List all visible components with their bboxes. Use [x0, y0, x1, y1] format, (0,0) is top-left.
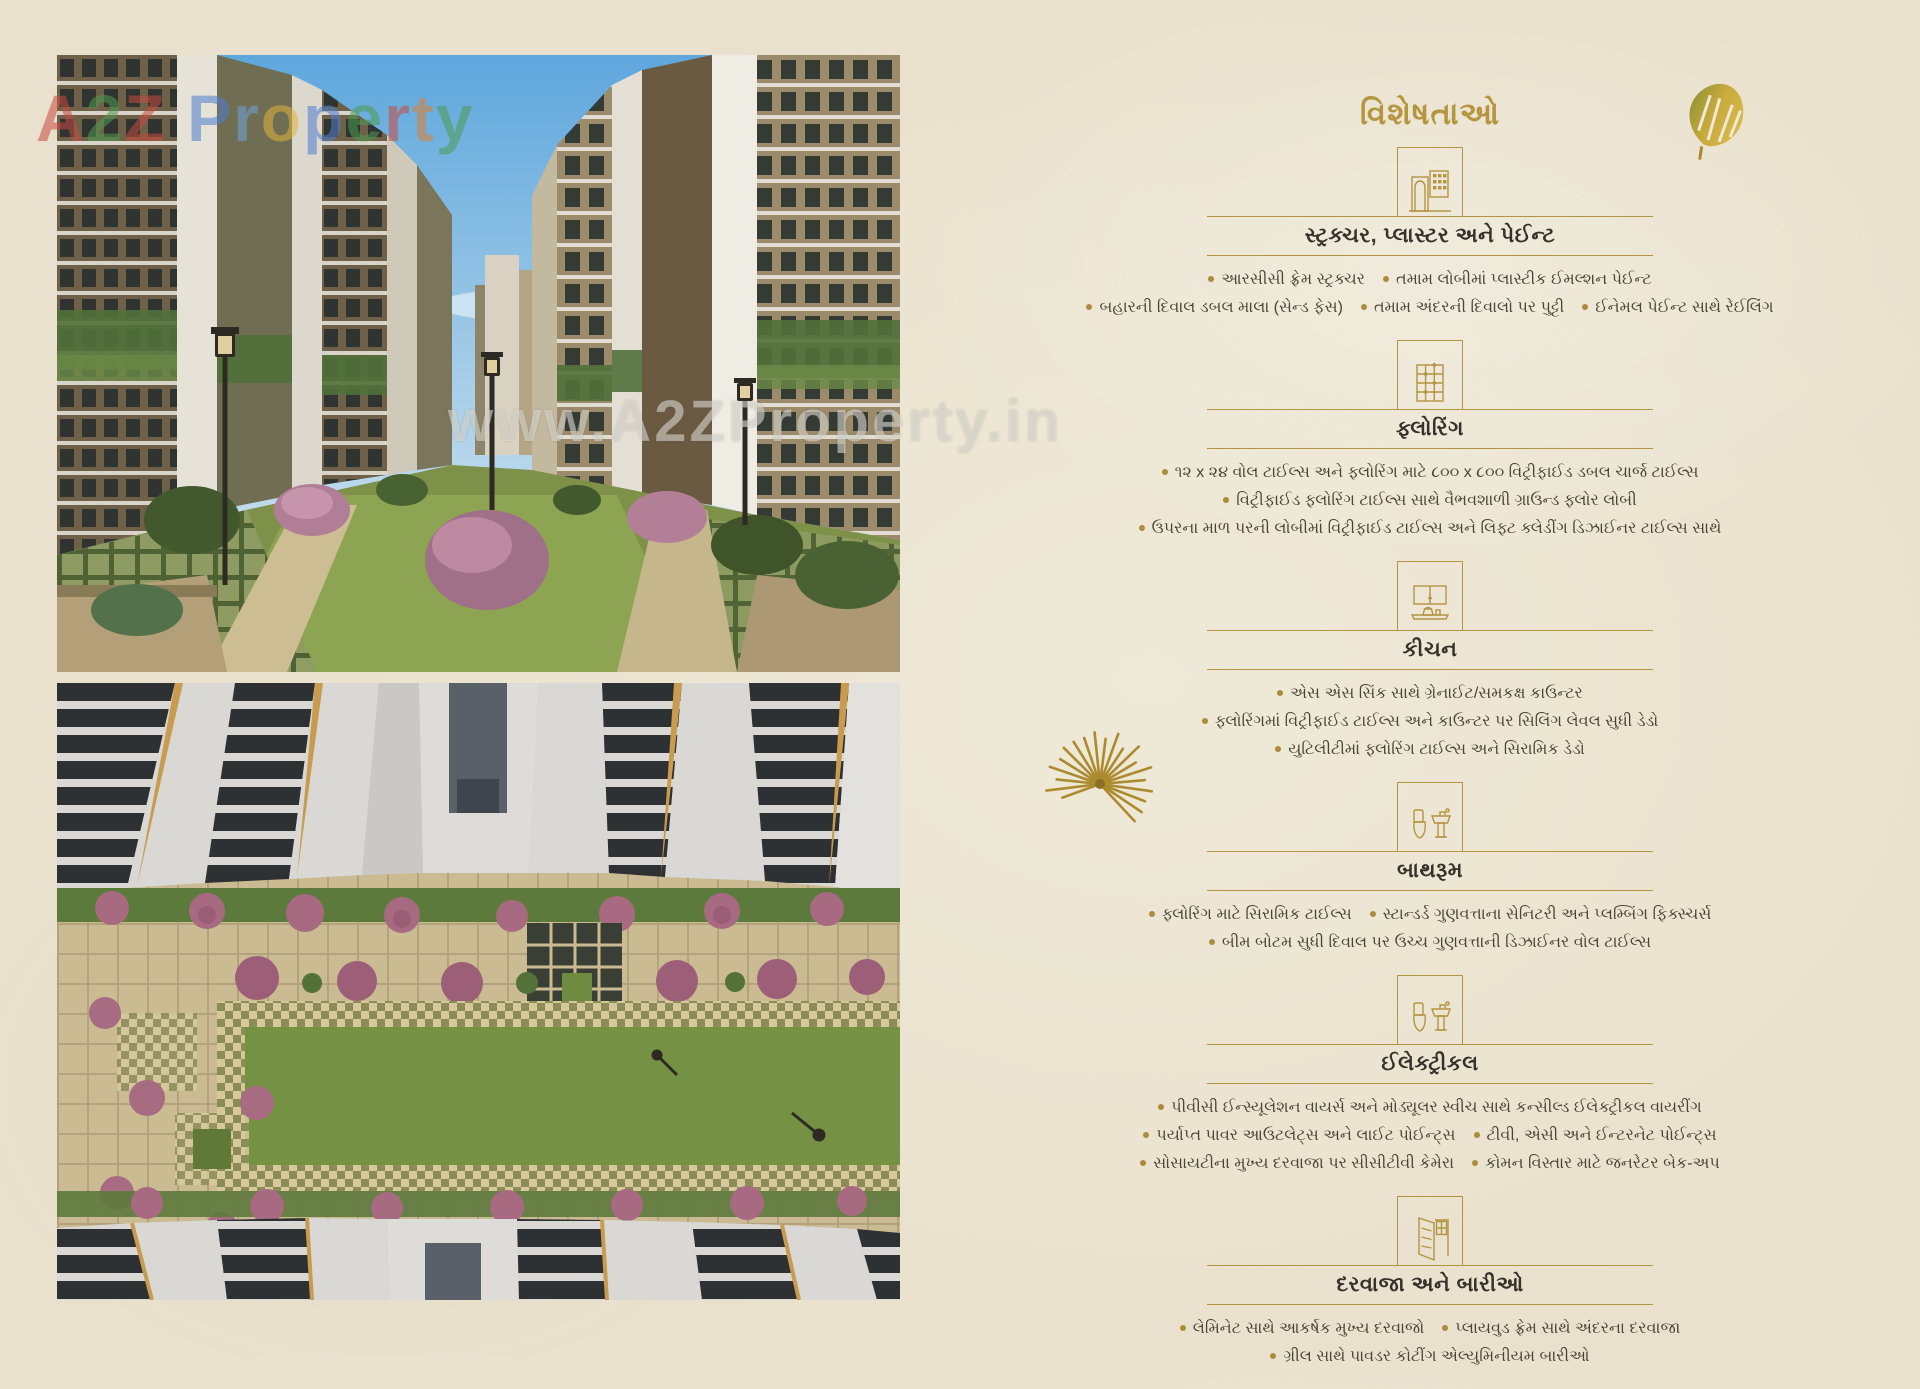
bullet-dot [1202, 718, 1208, 724]
bathroom-icon [1397, 975, 1463, 1045]
feature-line [1030, 294, 1830, 322]
feature-item [1383, 271, 1652, 288]
bullet-dot [1158, 1104, 1164, 1110]
gold-rule [1207, 669, 1653, 670]
bathroom-icon [1397, 782, 1463, 852]
feature-text: સ્ટાન્ડર્ડ ગુણવત્તાના સેનિટરી અને પ્લમ્બિંગ ફિક્સ્ચર્સ [1382, 906, 1712, 923]
bullet-dot [1474, 1132, 1480, 1138]
feature-text: કોમન વિસ્તાર માટે જનરેટર બેક-અપ [1485, 1155, 1720, 1172]
gold-rule [1207, 255, 1653, 256]
feature-text: લેમિનેટ સાથે આકર્ષક મુખ્ય દરવાજો [1192, 1320, 1425, 1337]
feature-text: આરસીસી ફ્રેમ સ્ટ્રક્ચર [1221, 271, 1365, 288]
feature-item [1140, 1155, 1454, 1172]
section-title: ફ્લોરિંગ [1395, 417, 1464, 440]
feature-item [1223, 492, 1636, 509]
feature-text: ગ્રીલ સાથે પાવડર કોટીંગ એલ્યુમિનીયમ બારીઓ [1283, 1348, 1590, 1365]
section-title: ઈલેક્ટ્રીકલ [1381, 1052, 1479, 1075]
bullet-dot [1582, 304, 1588, 310]
gold-rule [1207, 1083, 1653, 1084]
feature-item [1209, 934, 1651, 951]
bullet-dot [1277, 690, 1283, 696]
feature-line [1030, 680, 1830, 708]
bullet-dot [1472, 1160, 1478, 1166]
feature-item [1202, 713, 1659, 730]
bullet-dot [1140, 1160, 1146, 1166]
gold-rule [1207, 1044, 1653, 1045]
feature-item [1472, 1155, 1720, 1172]
feature-text: યુટિલીટીમાં ફ્લોરિંગ ટાઈલ્સ અને સિરામિક ડેડો [1288, 741, 1585, 758]
kitchen-icon [1397, 561, 1463, 631]
bullet-dot [1209, 939, 1215, 945]
feature-item [1162, 464, 1699, 481]
bullet-dot [1275, 746, 1281, 752]
feature-item [1370, 906, 1712, 923]
feature-line [1030, 901, 1830, 929]
feature-text: ઈનેમલ પેઈન્ટ સાથે રેઈલિંગ [1595, 299, 1774, 316]
feature-item [1180, 1320, 1424, 1337]
feature-text: ઉપરના માળ પરની લોબીમાં વિટ્રીફાઈડ ટાઈલ્સ અને લિફ્ટ ક્લેડીંગ ડિઝાઈનર ટાઈલ્સ સાથે [1151, 520, 1722, 537]
feature-text: ટીવી, એસી અને ઈન્ટરનેટ પોઈન્ટ્સ [1486, 1127, 1717, 1144]
gold-rule [1207, 1304, 1653, 1305]
section-title: દરવાજા અને બારીઓ [1336, 1273, 1524, 1296]
bullet-dot [1370, 911, 1376, 917]
feature-section-flooring [1030, 340, 1830, 543]
section-title: સ્ટ્રક્ચર, પ્લાસ્ટર અને પેઈન્ટ [1304, 224, 1556, 247]
feature-item [1139, 520, 1722, 537]
bullet-dot [1149, 911, 1155, 917]
gold-rule [1207, 1265, 1653, 1266]
bullet-dot [1180, 1325, 1186, 1331]
gold-palm-leaf-icon [1038, 718, 1156, 840]
feature-line [1030, 459, 1830, 487]
bullet-dot [1086, 304, 1092, 310]
url-watermark: www.A2ZProperty.in [448, 389, 1063, 454]
bullet-dot [1162, 469, 1168, 475]
gold-rule [1207, 409, 1653, 410]
feature-item [1275, 741, 1585, 758]
gold-rule [1207, 890, 1653, 891]
feature-line [1030, 1150, 1830, 1178]
feature-section-doors-windows [1030, 1196, 1830, 1371]
gold-monstera-leaf-icon [1682, 78, 1754, 160]
gold-rule [1207, 448, 1653, 449]
feature-item [1143, 1127, 1455, 1144]
feature-text: ૧૨ x ૨૪ વોલ ટાઈલ્સ અને ફ્લોરિંગ માટે ૮૦૦ x ૮૦૦ વિટ્રીફાઈડ ડબલ ચાર્જ ટાઈલ્સ [1174, 464, 1699, 481]
brand-watermark: A2Z Property [36, 81, 475, 155]
door-icon [1397, 1196, 1463, 1266]
feature-item [1270, 1348, 1589, 1365]
feature-text: તમામ અંદરની દિવાલો પર પુટ્ટી [1373, 299, 1565, 316]
feature-item [1158, 1099, 1701, 1116]
feature-item [1582, 299, 1773, 316]
feature-line [1030, 1343, 1830, 1371]
page-title: વિશેષતાઓ [1359, 96, 1501, 131]
feature-line [1030, 1315, 1830, 1343]
feature-text: સોસાયટીના મુખ્ય દરવાજા પર સીસીટીવી કેમેરા [1153, 1155, 1455, 1172]
feature-text: પ્લાયવુડ ફ્રેમ સાથે અંદરના દરવાજા [1455, 1320, 1681, 1337]
bullet-dot [1139, 525, 1145, 531]
feature-text: પીવીસી ઈન્સ્યૂલેશન વાયર્સ અને મોડ્યૂલર સ્વીચ સાથે કન્સીલ્ડ ઈલેક્ટ્રીકલ વાયરીંગ [1171, 1099, 1702, 1116]
feature-text: ફ્લોરિંગમાં વિટ્રીફાઈડ ટાઈલ્સ અને કાઉન્ટર પર સિલિંગ લેવલ સુધી ડેડો [1214, 713, 1659, 730]
feature-section-electrical [1030, 975, 1830, 1178]
buildings-icon [1397, 147, 1463, 217]
bullet-dot [1208, 276, 1214, 282]
feature-text: બીમ બોટમ સુધી દિવાલ પર ઉચ્ચ ગુણવત્તાની ડિઝાઈનર વોલ ટાઈલ્સ [1221, 934, 1652, 951]
feature-text: તમામ લોબીમાં પ્લાસ્ટીક ઈમલ્શન પેઈન્ટ [1395, 271, 1652, 288]
feature-line [1030, 929, 1830, 957]
feature-section-structure-plaster-paint [1030, 147, 1830, 322]
section-title: કીચન [1402, 638, 1458, 661]
bullet-dot [1361, 304, 1367, 310]
feature-text: બહારની દિવાલ ડબલ માલા (સેન્ડ ફેસ) [1099, 299, 1343, 316]
bullet-dot [1442, 1325, 1448, 1331]
feature-line [1030, 487, 1830, 515]
bullet-dot [1383, 276, 1389, 282]
section-title: બાથરૂમ [1396, 859, 1464, 882]
feature-item [1361, 299, 1564, 316]
bullet-dot [1270, 1353, 1276, 1359]
feature-item [1442, 1320, 1680, 1337]
tiles-icon [1397, 340, 1463, 410]
feature-line [1030, 1122, 1830, 1150]
feature-item [1474, 1127, 1717, 1144]
feature-line [1030, 266, 1830, 294]
feature-text: વિટ્રીફાઈડ ફ્લોરિંગ ટાઈલ્સ સાથે વૈભવશાળી ગ્રાઉન્ડ ફ્લોર લોબી [1236, 492, 1637, 509]
feature-text: એસ એસ સિંક સાથે ગ્રેનાઈટ/સમકક્ષ કાઉન્ટર [1290, 685, 1583, 702]
feature-item [1277, 685, 1583, 702]
gold-rule [1207, 630, 1653, 631]
gold-rule [1207, 216, 1653, 217]
feature-line [1030, 1094, 1830, 1122]
feature-item [1149, 906, 1352, 923]
feature-item [1086, 299, 1342, 316]
feature-item [1208, 271, 1365, 288]
bullet-dot [1223, 497, 1229, 503]
bullet-dot [1143, 1132, 1149, 1138]
courtyard-aerial-photo [57, 683, 900, 1300]
feature-line [1030, 515, 1830, 543]
feature-text: પર્યાપ્ત પાવર આઉટલેટ્સ અને લાઈટ પોઈન્ટ્સ [1156, 1127, 1456, 1144]
feature-text: ફ્લોરિંગ માટે સિરામિક ટાઈલ્સ [1161, 906, 1352, 923]
gold-rule [1207, 851, 1653, 852]
